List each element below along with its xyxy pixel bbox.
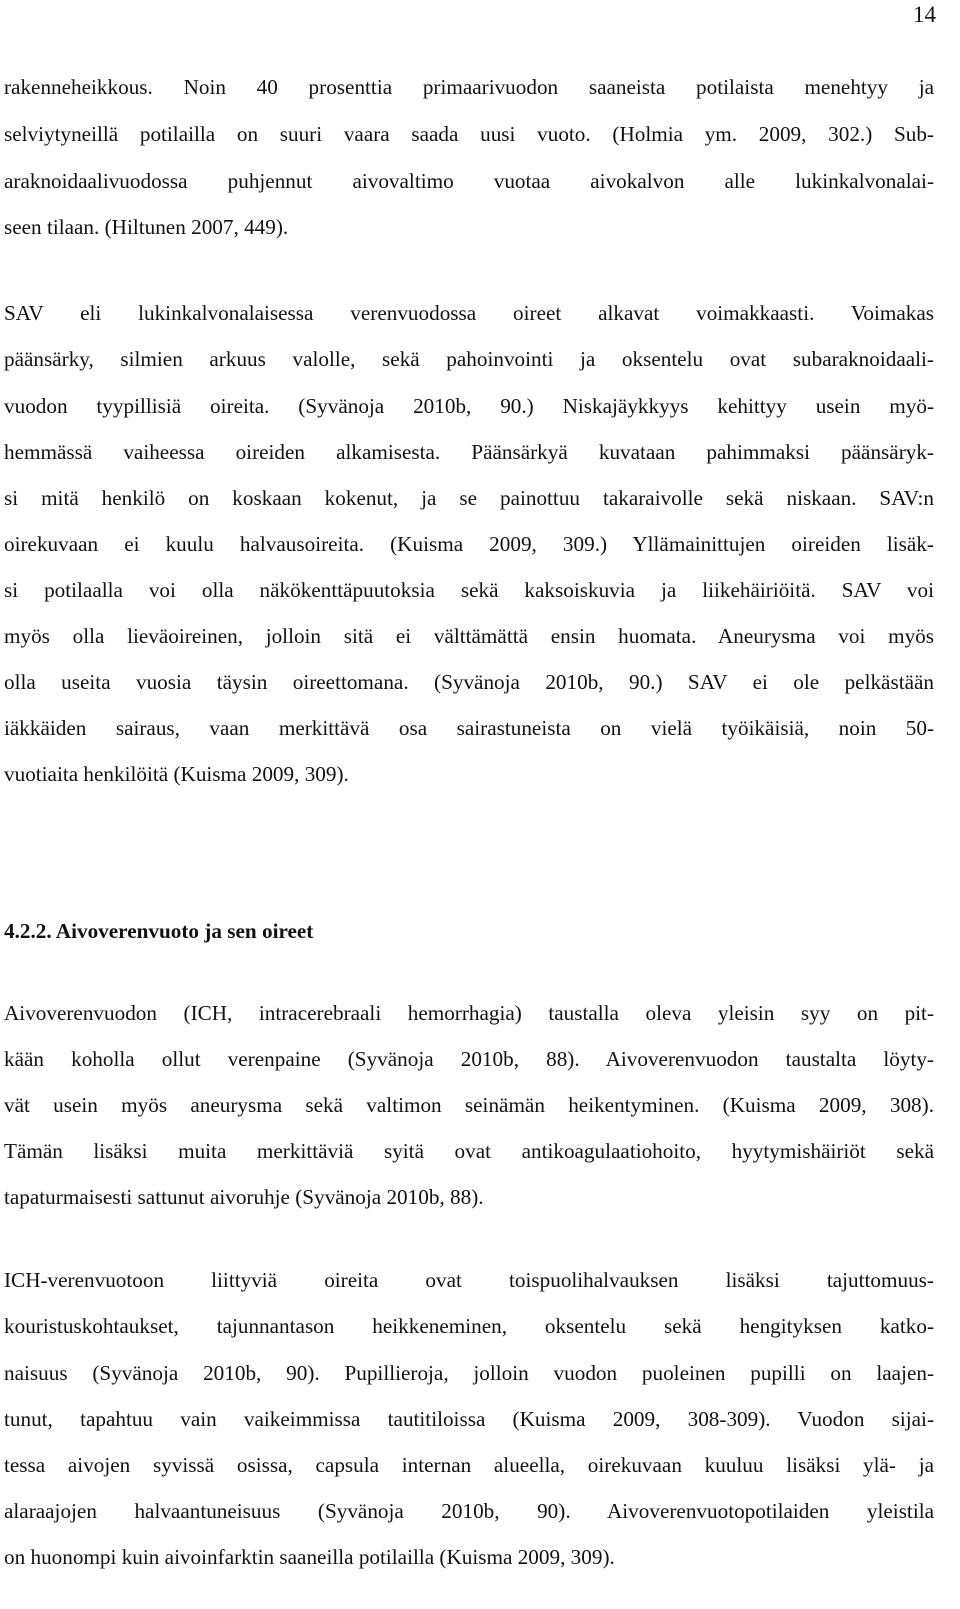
text-line: vät usein myös aneurysma sekä valtimon seinämän heikentyminen. (Kuisma 2009, 308). — [4, 1093, 934, 1117]
text-line: seen tilaan. (Hiltunen 2007, 449). — [4, 215, 289, 239]
text-line: alaraajojen halvaantuneisuus (Syvänoja 2010b, 90). Aivoverenvuotopotilaiden yleistila — [4, 1499, 934, 1523]
text-line: kouristuskohtaukset, tajunnantason heikkeneminen, oksentelu sekä hengityksen katko- — [4, 1314, 934, 1338]
text-line: SAV eli lukinkalvonalaisessa verenvuodossa oireet alkavat voimakkaasti. Voimakas — [4, 301, 934, 325]
text-line: oirekuvaan ei kuulu halvausoireita. (Kuisma 2009, 309.) Yllämainittujen oireiden lisäk- — [4, 532, 934, 556]
text-line: Tämän lisäksi muita merkittäviä syitä ovat antikoagulaatiohoito, hyytymishäiriöt sekä — [4, 1139, 934, 1163]
text-line: kään koholla ollut verenpaine (Syvänoja 2010b, 88). Aivoverenvuodon taustalta löyty- — [4, 1047, 934, 1071]
page-number: 14 — [913, 2, 936, 27]
text-line: selviytyneillä potilailla on suuri vaara saada uusi vuoto. (Holmia ym. 2009, 302.) Sub- — [4, 122, 934, 146]
text-line: olla useita vuosia täysin oireettomana. (Syvänoja 2010b, 90.) SAV ei ole pelkästään — [4, 670, 934, 694]
text-line: si potilaalla voi olla näkökenttäpuutoksia sekä kaksoiskuvia ja liikehäiriöitä. SAV voi — [4, 578, 934, 602]
text-line: hemmässä vaiheessa oireiden alkamisesta. Päänsärkyä kuvataan pahimmaksi päänsäryk- — [4, 440, 934, 464]
text-line: on huonompi kuin aivoinfarktin saaneilla potilailla (Kuisma 2009, 309). — [4, 1545, 615, 1569]
text-line: vuodon tyypillisiä oireita. (Syvänoja 2010b, 90.) Niskajäykkyys kehittyy usein myö- — [4, 394, 934, 418]
text-line: naisuus (Syvänoja 2010b, 90). Pupillieroja, jolloin vuodon puoleinen pupilli on laajen- — [4, 1361, 934, 1385]
text-line: ICH-verenvuotoon liittyviä oireita ovat toispuolihalvauksen lisäksi tajuttomuus- — [4, 1268, 934, 1292]
text-line: vuotiaita henkilöitä (Kuisma 2009, 309). — [4, 762, 349, 786]
section-heading: 4.2.2. Aivoverenvuoto ja sen oireet — [4, 919, 314, 943]
text-line: si mitä henkilö on koskaan kokenut, ja se painottuu takaraivolle sekä niskaan. SAV:n — [4, 486, 934, 510]
text-line: Aivoverenvuodon (ICH, intracerebraali hemorrhagia) taustalla oleva yleisin syy on pit- — [4, 1001, 934, 1025]
text-line: araknoidaalivuodossa puhjennut aivovaltimo vuotaa aivokalvon alle lukinkalvonalai- — [4, 169, 934, 193]
text-line: tapaturmaisesti sattunut aivoruhje (Syvänoja 2010b, 88). — [4, 1185, 484, 1209]
text-line: tessa aivojen syvissä osissa, capsula internan alueella, oirekuvaan kuuluu lisäksi ylä- ja — [4, 1453, 934, 1477]
text-line: tunut, tapahtuu vain vaikeimmissa tautitiloissa (Kuisma 2009, 308-309). Vuodon sijai- — [4, 1407, 934, 1431]
text-line: päänsärky, silmien arkuus valolle, sekä pahoinvointi ja oksentelu ovat subaraknoidaali- — [4, 347, 934, 371]
text-line: rakenneheikkous. Noin 40 prosenttia primaarivuodon saaneista potilaista menehtyy ja — [4, 75, 934, 99]
text-line: iäkkäiden sairaus, vaan merkittävä osa sairastuneista on vielä työikäisiä, noin 50- — [4, 716, 934, 740]
text-line: myös olla lieväoireinen, jolloin sitä ei välttämättä ensin huomata. Aneurysma voi myös — [4, 624, 934, 648]
